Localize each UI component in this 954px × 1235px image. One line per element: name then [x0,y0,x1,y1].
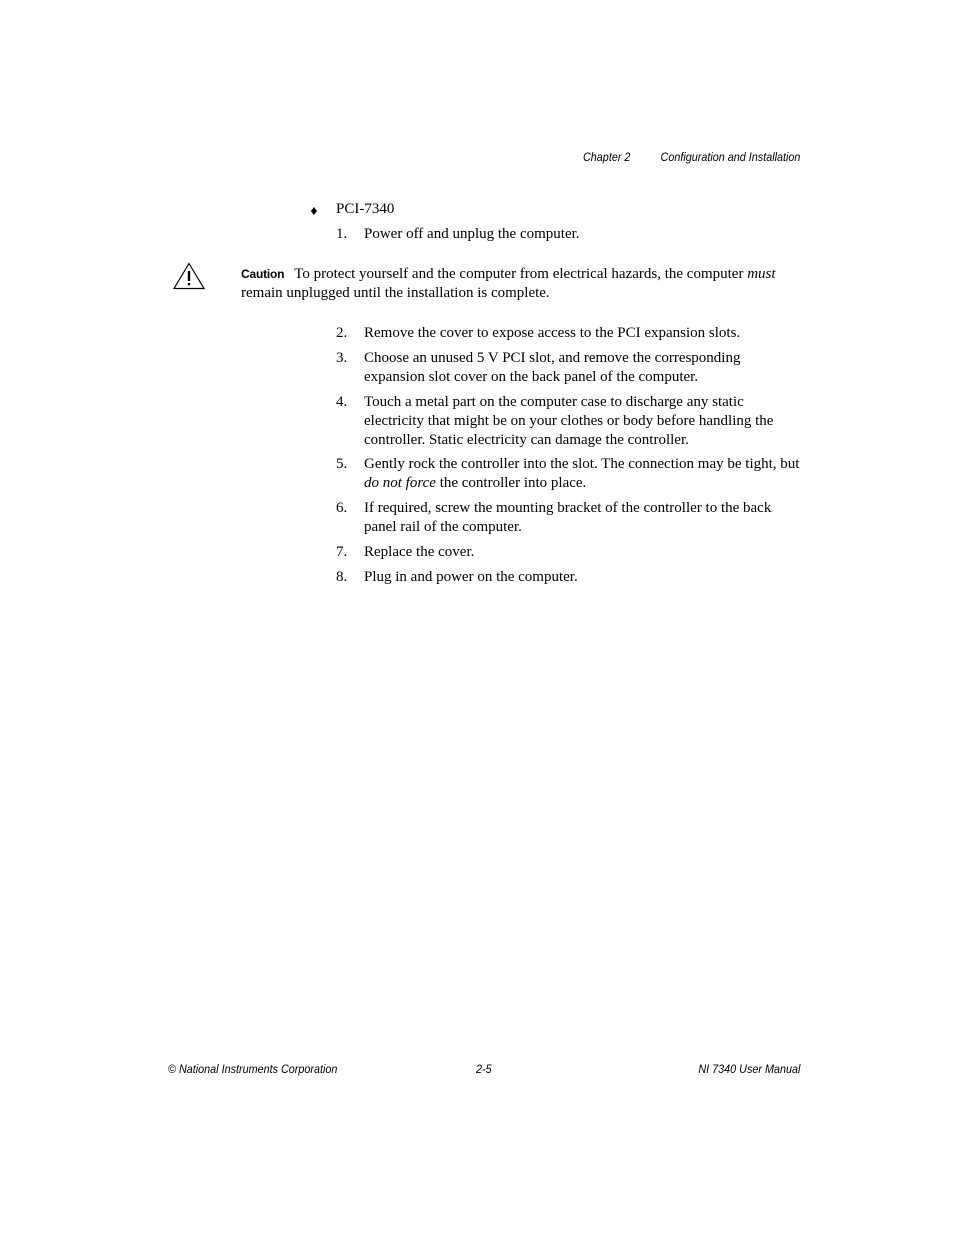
step-text: Choose an unused 5 V PCI slot, and remove the corresponding expansion slot cover on the back panel of the computer. [364,350,741,385]
step-number: 7. [336,544,348,560]
step-text: Plug in and power on the computer. [364,569,578,585]
step-text: If required, screw the mounting bracket of the controller to the back panel rail of the computer. [364,500,772,535]
footer-page-number: 2-5 [476,1062,492,1076]
step-number: 5. [336,456,348,472]
header-chapter: Chapter 2 [583,150,631,164]
step-number: 3. [336,350,348,366]
diamond-bullet-icon: ♦ [309,205,319,218]
bullet-label: PCI-7340 [336,201,395,217]
step-number: 1. [336,226,348,242]
step-text: Replace the cover. [364,544,475,560]
caution-label: Caution [241,267,285,281]
footer-copyright: © National Instruments Corporation [168,1062,338,1076]
step-text [364,455,800,493]
step-number: 8. [336,569,348,585]
caution-text-emphasis: must [747,266,776,282]
header-title: Configuration and Installation [660,150,800,164]
step-text: Touch a metal part on the computer case to discharge any static electricity that might be on your clothes or body before handling the controller. Static electricity can damage the controller. [364,394,774,448]
step-number: 4. [336,394,348,410]
footer-manual-title: NI 7340 User Manual [697,1062,800,1076]
step-text: Power off and unplug the computer. [364,226,580,242]
step-text: Remove the cover to expose access to the PCI expansion slots. [364,325,741,341]
caution-text-before: To protect yourself and the computer from electrical hazards, the computer [294,266,748,282]
step-text-emphasis: do not force [364,475,436,491]
step-text-before: Gently rock the controller into the slot. The connection may be tight, but [364,456,800,472]
warning-triangle-icon [172,262,206,290]
step-number: 6. [336,500,348,516]
step-number: 2. [336,325,348,341]
caution-text-after: remain unplugged until the installation is complete. [241,285,550,301]
step-text-after: the controller into place. [435,475,587,491]
caution-note [241,265,801,303]
